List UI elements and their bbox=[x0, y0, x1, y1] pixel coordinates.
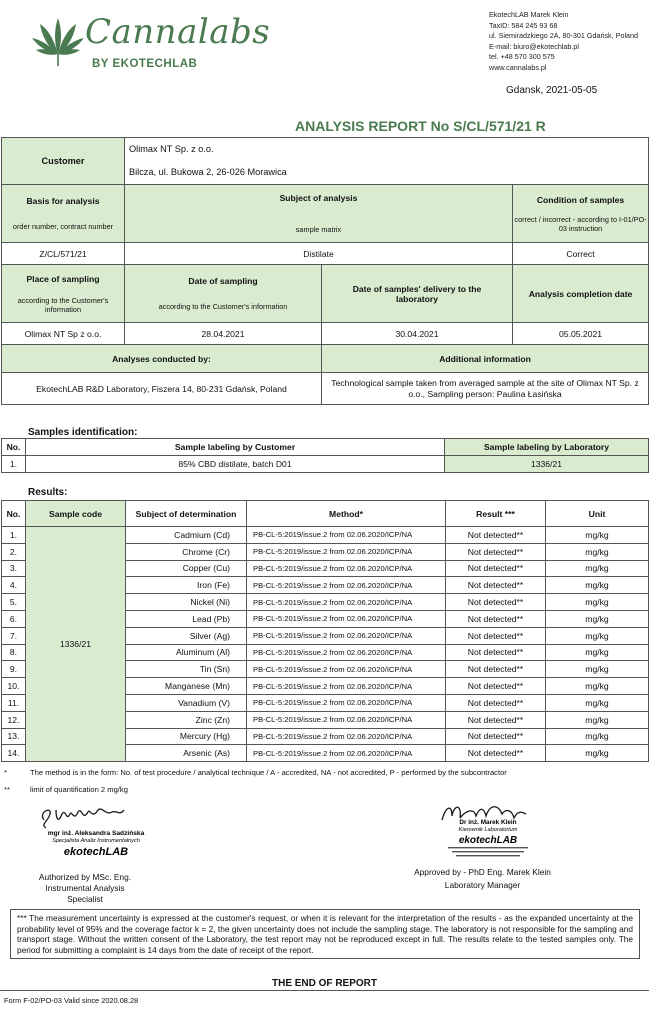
delivery-label: Date of samples' delivery to the laboratory bbox=[322, 265, 513, 323]
row-subject: Vanadium (V) bbox=[126, 694, 247, 711]
row-subject: Arsenic (As) bbox=[126, 745, 247, 762]
row-no: 11. bbox=[2, 694, 26, 711]
row-subject: Copper (Cu) bbox=[126, 560, 247, 577]
results-table bbox=[1, 500, 649, 762]
row-no: 14. bbox=[2, 745, 26, 762]
basis-sub: order number, contract number bbox=[12, 222, 114, 231]
row-result: Not detected** bbox=[446, 694, 546, 711]
conducted-label: Analyses conducted by: bbox=[2, 345, 322, 373]
table-row bbox=[2, 456, 649, 473]
results-header-subject: Subject of determination bbox=[126, 501, 247, 527]
row-no: 8. bbox=[2, 644, 26, 661]
row-method: PB-CL-5:2019/issue.2 from 02.06.2020/ICP/NA bbox=[247, 610, 446, 627]
handwritten-signature-left bbox=[26, 800, 166, 858]
brand-name: Cannalabs bbox=[85, 12, 271, 52]
row-no: 13. bbox=[2, 728, 26, 745]
row-result: Not detected** bbox=[446, 644, 546, 661]
date-sub: according to the Customer's information bbox=[158, 302, 288, 311]
row-unit: mg/kg bbox=[546, 594, 649, 611]
row-unit: mg/kg bbox=[546, 610, 649, 627]
row-result: Not detected** bbox=[446, 627, 546, 644]
sample-lab-label: 1336/21 bbox=[445, 456, 649, 473]
company-line: EkotechLAB Marek Klein bbox=[489, 10, 569, 19]
footnote-mark: ** bbox=[4, 785, 10, 794]
sample-code: 1336/21 bbox=[26, 527, 126, 762]
row-method: PB-CL-5:2019/issue.2 from 02.06.2020/ICP/NA bbox=[247, 711, 446, 728]
condition-value: Correct bbox=[513, 243, 649, 265]
row-method: PB-CL-5:2019/issue.2 from 02.06.2020/ICP/NA bbox=[247, 627, 446, 644]
condition-sub: correct / incorrect - according to I-01/PO-03 instruction bbox=[514, 214, 647, 233]
row-subject: Tin (Sn) bbox=[126, 661, 247, 678]
samples-header-customer: Sample labeling by Customer bbox=[26, 439, 445, 456]
samples-table bbox=[1, 438, 649, 473]
results-caption: Results: bbox=[28, 487, 68, 498]
results-header-no: No. bbox=[2, 501, 26, 527]
row-unit: mg/kg bbox=[546, 577, 649, 594]
subject-header bbox=[125, 185, 513, 243]
results-header-unit: Unit bbox=[546, 501, 649, 527]
row-method: PB-CL-5:2019/issue.2 from 02.06.2020/ICP/NA bbox=[247, 560, 446, 577]
row-no: 10. bbox=[2, 678, 26, 695]
row-method: PB-CL-5:2019/issue.2 from 02.06.2020/ICP/NA bbox=[247, 661, 446, 678]
approved-role: Laboratory Manager bbox=[444, 880, 521, 890]
date-label: Date of sampling bbox=[188, 276, 258, 286]
form-id: Form F-02/PO-03 Valid since 2020.08.28 bbox=[4, 996, 139, 1005]
basis-value: Z/CL/571/21 bbox=[2, 243, 125, 265]
sample-no: 1. bbox=[2, 456, 26, 473]
row-subject: Silver (Ag) bbox=[126, 627, 247, 644]
stamp-role: Kierownik Laboratorium bbox=[458, 827, 518, 833]
delivery-value: 30.04.2021 bbox=[322, 323, 513, 345]
row-result: Not detected** bbox=[446, 560, 546, 577]
row-no: 4. bbox=[2, 577, 26, 594]
row-result: Not detected** bbox=[446, 577, 546, 594]
basis-label: Basis for analysis bbox=[26, 196, 100, 206]
end-of-report: THE END OF REPORT bbox=[271, 978, 377, 989]
row-result: Not detected** bbox=[446, 527, 546, 544]
row-subject: Manganese (Mn) bbox=[126, 678, 247, 695]
row-unit: mg/kg bbox=[546, 745, 649, 762]
company-line: www.cannalabs.pl bbox=[489, 62, 547, 72]
row-subject: Mercury (Hg) bbox=[126, 728, 247, 745]
row-result: Not detected** bbox=[446, 728, 546, 745]
results-header-result: Result *** bbox=[446, 501, 546, 527]
company-address-block bbox=[489, 10, 638, 74]
row-unit: mg/kg bbox=[546, 661, 649, 678]
row-unit: mg/kg bbox=[546, 543, 649, 560]
row-method: PB-CL-5:2019/issue.2 from 02.06.2020/ICP/NA bbox=[247, 577, 446, 594]
samples-header-no: No. bbox=[2, 439, 26, 456]
authorized-role: Instrumental Analysis Specialist bbox=[45, 883, 125, 904]
left-signature-stamp bbox=[26, 800, 166, 858]
condition-label: Condition of samples bbox=[536, 194, 625, 205]
row-subject: Zinc (Zn) bbox=[126, 711, 247, 728]
brand-subtitle: BY EKOTECHLAB bbox=[92, 58, 198, 70]
row-unit: mg/kg bbox=[546, 678, 649, 695]
place-date: Gdansk, 2021-05-05 bbox=[506, 85, 598, 96]
customer-name: Olimax NT Sp. z o.o. bbox=[129, 144, 214, 154]
row-method: PB-CL-5:2019/issue.2 from 02.06.2020/ICP/NA bbox=[247, 678, 446, 695]
authorized-line: Authorized by MSc. Eng. bbox=[38, 872, 132, 882]
row-unit: mg/kg bbox=[546, 644, 649, 661]
subject-label: Subject of analysis bbox=[279, 193, 358, 203]
row-no: 1. bbox=[2, 527, 26, 544]
completion-label: Analysis completion date bbox=[513, 265, 649, 323]
row-no: 6. bbox=[2, 610, 26, 627]
completion-value: 05.05.2021 bbox=[513, 323, 649, 345]
row-result: Not detected** bbox=[446, 711, 546, 728]
uncertainty-note: *** The measurement uncertainty is expressed at the customer's request, or when it is relevant for the interpretation of the results - as the expanded uncertainty at the probability level of 95% and the coverage factor k = 2, the given uncertainty does not include the sampling stage. The laboratory is not responsible for the sampling and transport stage. Without the written consent of the Laboratory, the test report may not be reproduced except in full. The results relate to the tested samples only. The period for submitting a complaint is 14 days from the date of receipt of the report. bbox=[10, 909, 640, 959]
customer-cell bbox=[125, 138, 649, 185]
row-subject: Cadmium (Cd) bbox=[126, 527, 247, 544]
results-header-method: Method* bbox=[247, 501, 446, 527]
row-no: 12. bbox=[2, 711, 26, 728]
company-line: tel. +48 570 300 575 bbox=[489, 52, 555, 62]
date-value: 28.04.2021 bbox=[125, 323, 322, 345]
row-no: 9. bbox=[2, 661, 26, 678]
additional-value: Technological sample taken from averaged sample at the site of Olimax NT Sp. z o.o., Sampling person: Paulina Łasińska bbox=[322, 373, 649, 405]
right-signature-stamp bbox=[418, 800, 558, 862]
row-no: 7. bbox=[2, 627, 26, 644]
customer-label: Customer bbox=[2, 138, 125, 185]
customer-address: Bilcza, ul. Bukowa 2, 26-026 Morawica bbox=[129, 167, 287, 177]
row-unit: mg/kg bbox=[546, 728, 649, 745]
ekotechlab-stamp-logo: ekotechLAB bbox=[458, 835, 518, 846]
row-no: 2. bbox=[2, 543, 26, 560]
stamp-name: Dr inż. Marek Klein bbox=[459, 819, 517, 826]
handwritten-signature-right bbox=[418, 800, 558, 862]
row-method: PB-CL-5:2019/issue.2 from 02.06.2020/ICP/NA bbox=[247, 694, 446, 711]
row-result: Not detected** bbox=[446, 661, 546, 678]
row-result: Not detected** bbox=[446, 594, 546, 611]
row-no: 3. bbox=[2, 560, 26, 577]
footnote-loq: limit of quantification 2 mg/kg bbox=[30, 785, 128, 794]
authorized-by bbox=[30, 872, 140, 905]
row-unit: mg/kg bbox=[546, 560, 649, 577]
condition-header bbox=[513, 185, 649, 243]
stamp-name: mgr inż. Aleksandra Sadzińska bbox=[47, 830, 145, 837]
stamp-role: Specjalista Analiz Instrumentalnych bbox=[52, 838, 140, 844]
row-method: PB-CL-5:2019/issue.2 from 02.06.2020/ICP/NA bbox=[247, 543, 446, 560]
place-label: Place of sampling bbox=[26, 273, 100, 284]
row-method: PB-CL-5:2019/issue.2 from 02.06.2020/ICP/NA bbox=[247, 644, 446, 661]
basis-header bbox=[2, 185, 125, 243]
table-row bbox=[2, 527, 649, 544]
sample-customer-label: 85% CBD distilate, batch D01 bbox=[26, 456, 445, 473]
row-unit: mg/kg bbox=[546, 694, 649, 711]
row-unit: mg/kg bbox=[546, 627, 649, 644]
company-line: TaxID: 584 245 93 68 bbox=[489, 20, 558, 30]
row-method: PB-CL-5:2019/issue.2 from 02.06.2020/ICP/NA bbox=[247, 594, 446, 611]
ekotechlab-stamp-logo: ekotechLAB bbox=[63, 846, 129, 858]
row-subject: Lead (Pb) bbox=[126, 610, 247, 627]
row-result: Not detected** bbox=[446, 678, 546, 695]
row-subject: Nickel (Ni) bbox=[126, 594, 247, 611]
additional-label: Additional information bbox=[322, 345, 649, 373]
info-table bbox=[1, 137, 649, 405]
row-subject: Aluminum (Al) bbox=[126, 644, 247, 661]
row-result: Not detected** bbox=[446, 745, 546, 762]
conducted-value: EkotechLAB R&D Laboratory, Fiszera 14, 80-231 Gdańsk, Poland bbox=[2, 373, 322, 405]
company-line: E-mail: biuro@ekotechlab.pl bbox=[489, 41, 579, 51]
approved-line: Approved by - PhD Eng. Marek Klein bbox=[414, 867, 551, 877]
row-method: PB-CL-5:2019/issue.2 from 02.06.2020/ICP/NA bbox=[247, 527, 446, 544]
row-unit: mg/kg bbox=[546, 527, 649, 544]
report-title: ANALYSIS REPORT No S/CL/571/21 R bbox=[295, 118, 546, 134]
place-header bbox=[2, 265, 125, 323]
place-value: Olimax NT Sp z o.o. bbox=[2, 323, 125, 345]
row-unit: mg/kg bbox=[546, 711, 649, 728]
date-header bbox=[125, 265, 322, 323]
samples-header-lab: Sample labeling by Laboratory bbox=[445, 439, 649, 456]
samples-caption: Samples identification: bbox=[28, 427, 138, 438]
subject-value: Distilate bbox=[125, 243, 513, 265]
footnote-method: The method is in the form: No. of test procedure / analytical technique / A - accredited, NA - not accredited, P - performed by the subcontractor bbox=[30, 768, 507, 777]
row-method: PB-CL-5:2019/issue.2 from 02.06.2020/ICP/NA bbox=[247, 745, 446, 762]
divider bbox=[0, 990, 649, 991]
company-line: ul. Siemiradzkiego 2A, 80-301 Gdańsk, Poland bbox=[489, 31, 639, 41]
row-subject: Chrome (Cr) bbox=[126, 543, 247, 560]
approved-by bbox=[405, 866, 560, 892]
footnote-mark: * bbox=[4, 768, 7, 777]
subject-sub: sample matrix bbox=[295, 225, 342, 234]
row-no: 5. bbox=[2, 594, 26, 611]
place-sub: according to the Customer's information bbox=[17, 295, 109, 314]
row-subject: Iron (Fe) bbox=[126, 577, 247, 594]
row-result: Not detected** bbox=[446, 610, 546, 627]
row-result: Not detected** bbox=[446, 543, 546, 560]
row-method: PB-CL-5:2019/issue.2 from 02.06.2020/ICP/NA bbox=[247, 728, 446, 745]
results-header-sample-code: Sample code bbox=[26, 501, 126, 527]
